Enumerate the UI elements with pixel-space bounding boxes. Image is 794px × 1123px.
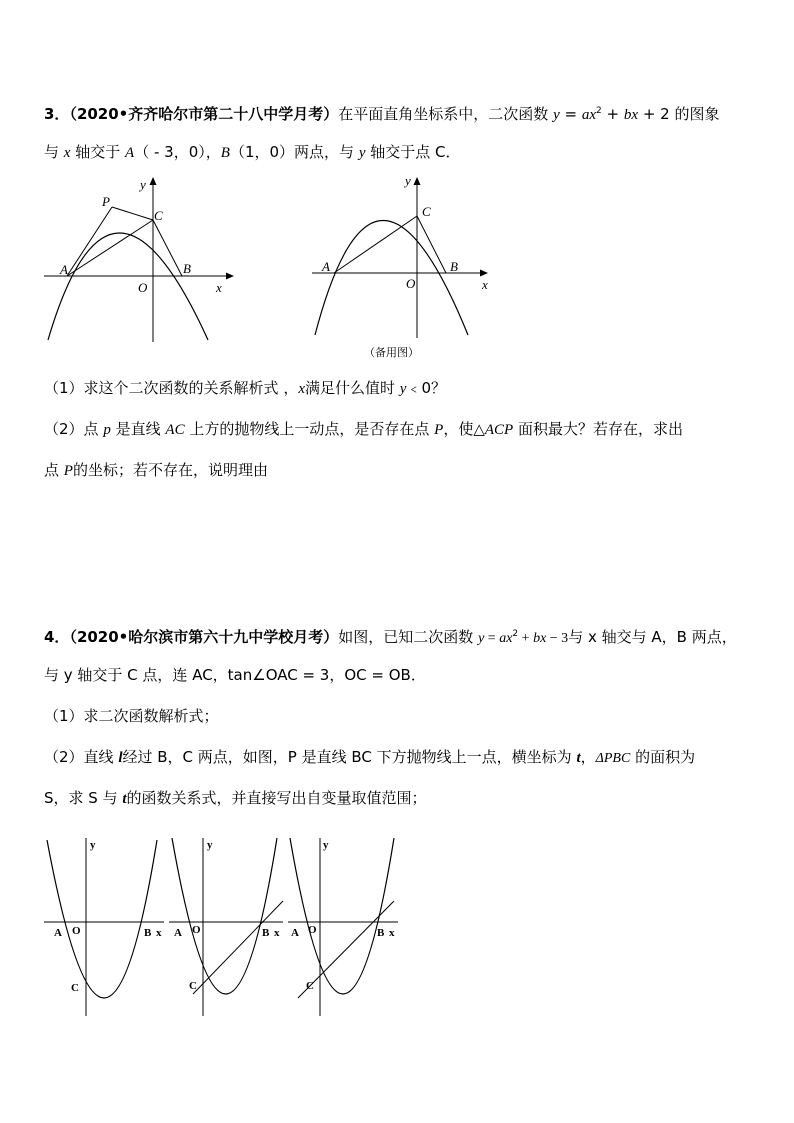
y-axis-arrow [414,177,421,185]
label-B: B [377,927,385,939]
figure-caption: （备用图） [364,347,419,359]
q4-line1: 4．（2020•哈尔滨市第六十九中学校月考）如图，已知二次函数 $y = ax^2$ + bx − 3与 x 轴交与 A，B 两点， [44,628,737,646]
line-BC [193,901,283,994]
parabola [172,838,277,994]
q4-figure-1 [40,830,168,1020]
q4-number: 4． [44,628,70,646]
label-x: x [482,277,488,292]
label-C: C [71,982,79,994]
parabola [48,233,208,340]
q3-part2-line1: （2）点 p 是直线 AC 上方的抛物线上一动点，是否存在点 P，使△ACP 面积最大？若存在，求出 [44,420,684,438]
label-B: B [144,927,152,939]
q4-equation: $y = ax^2$ + bx − 3 [478,629,569,646]
label-y: y [323,839,329,851]
q4-figure-2 [165,830,290,1020]
y-axis-arrow [150,177,157,185]
label-x: x [274,927,280,939]
segment-CB [417,216,446,273]
parabola [47,840,157,998]
q3-figure-2 [308,172,498,367]
label-O: O [406,276,416,291]
q3-line1 [44,100,720,126]
label-B: B [450,259,458,274]
x-axis-arrow [226,273,234,280]
label-C: C [189,980,197,992]
label-B: B [262,927,270,939]
q4-figure-3 [284,830,404,1020]
q3-part1: （1）求这个二次函数的关系解析式 ，x满足什么值时 y﹤0？ [44,379,447,397]
label-O: O [72,925,81,937]
label-y: y [207,839,213,851]
segment-PA [67,207,112,276]
q3-intro-end: 的图象 [674,105,720,123]
q3-intro: 在平面直角坐标系中，二次函数 [338,105,549,123]
q3-number: 3． [44,105,70,123]
segment-AC [334,216,417,273]
q3-source: （2020•齐齐哈尔市第二十八中学月考） [69,105,339,123]
segment-PC [112,207,153,220]
x-axis-arrow [480,270,488,277]
q4-part2-line2: S，求 S 与 t的函数关系式，并直接写出自变量取值范围； [44,789,427,807]
q3-figure-1 [40,172,240,347]
q3-line2: 与 x 轴交于 A（ - 3，0），B（1，0）两点，与 y 轴交于点 C． [44,143,461,161]
label-C: C [306,980,314,992]
q4-part1: （1）求二次函数解析式； [44,707,219,725]
label-A: A [174,927,182,939]
label-O: O [138,280,148,295]
label-y: y [90,839,96,851]
label-P: P [102,194,110,209]
label-x: x [216,280,222,295]
label-x: x [389,927,395,939]
segment-AC [67,220,153,276]
label-B: B [183,261,191,276]
q4-line2: 与 y 轴交于 C 点，连 AC，tan∠OAC = 3，OC = OB． [44,666,426,684]
q3-equation: $y = ax^2$ + bx + 2 [553,105,670,123]
label-A: A [54,927,62,939]
label-y: y [405,173,411,188]
q3-part2-line2: 点 P的坐标；若不存在，说明理由 [44,461,268,479]
label-O: O [308,924,317,936]
label-y: y [140,177,146,192]
q4-part2-line1: （2）直线 l经过 B，C 两点，如图，P 是直线 BC 下方抛物线上一点，横坐标为 t，ΔPBC 的面积为 [44,748,696,766]
parabola [315,221,468,336]
q4-source: （2020•哈尔滨市第六十九中学校月考） [69,628,339,646]
label-A: A [60,262,68,277]
parabola [290,838,394,994]
label-C: C [422,204,431,219]
label-A: A [291,927,299,939]
label-A: A [322,259,330,274]
label-x: x [156,927,162,939]
label-O: O [192,924,201,936]
label-C: C [154,208,163,223]
